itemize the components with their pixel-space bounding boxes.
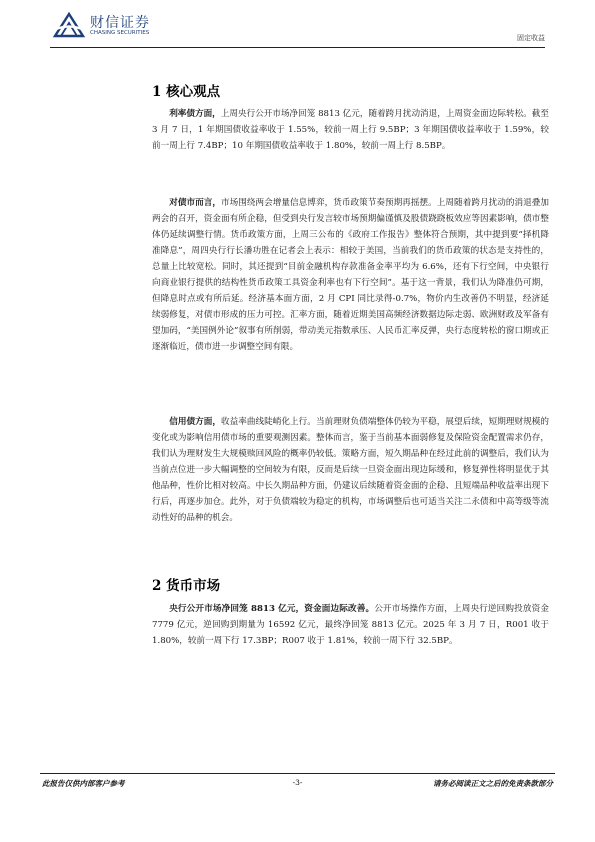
paragraph-bond-market	[152, 195, 549, 355]
report-category: 固定收益	[517, 34, 545, 42]
paragraph-money-market-text: 公开市场操作方面，上周央行逆回购投放资金 7779 亿元，逆回购到期量为 16592 亿元，最终净回笼 8813 亿元。2025 年 3 月 7 日，R001 收于 1.80%，较前一周下行 17.3BP；R007 收于 1.81%，较前一周下行 32.5BP。	[152, 604, 549, 646]
paragraph-rates-text: 上周央行公开市场净回笼 8813 亿元，随着跨月扰动消退，上周资金面边际转松。截至 3 月 7 日，1 年期国债收益率收于 1.55%，较前一周上行 9.5BP；3 年期国债收益率收于 1.59%，较前一周上行 7.4BP；10 年期国债收益率收于 1.80%，较前一周上行 8.5BP。	[152, 109, 549, 151]
logo-en-text: CHASING SECURITIES	[90, 30, 150, 36]
page-number: -3-	[292, 778, 303, 787]
paragraph-credit-text: 收益率曲线陡峭化上行。当前理财负债端整体仍较为平稳，展望后续，短期理财规模的变化或为影响信用债市场的重要观测因素。整体而言，鉴于当前基本面弱修复及保险资金配置需求仍存，我们认为理财发生大规模赎回风险的概率仍较低。策略方面，短久期品种在经过此前的调整后，我们认为当前点位进一步大幅调整的空间较为有限，反而是后续一旦资金面出现边际缓和，修复弹性将明显优于其他品种，性价比相对较高。中长久期品种方面，仍建议后续随着资金面的企稳、且短端品种收益率出现下行后，再逐步加仓。此外，对于负债端较为稳定的机构，市场调整后也可适当关注二永债和中高等级等流动性好的品种的机会。	[152, 417, 549, 523]
company-logo	[52, 10, 182, 42]
logo-mark-icon	[52, 10, 86, 40]
footer-disclaimer-left: 此报告仅供内部客户参考	[42, 779, 125, 788]
section-title-1: 1 核心观点	[152, 84, 221, 100]
paragraph-credit-lead: 信用债方面，	[169, 417, 221, 427]
header-divider	[50, 47, 545, 48]
footer-divider	[40, 773, 555, 774]
section-title-2: 2 货币市场	[152, 578, 221, 594]
paragraph-rates	[152, 106, 549, 154]
paragraph-bond-market-lead: 对债市而言，	[169, 198, 221, 208]
logo-cn-text: 财信证券	[90, 15, 150, 31]
paragraph-credit	[152, 414, 549, 526]
footer-disclaimer-right: 请务必阅读正文之后的免责条款部分	[433, 779, 553, 788]
paragraph-bond-market-text: 市场围绕两会增量信息博弈，货币政策节奏预期再摇摆。上周随着跨月扰动的消退叠加两会的召开，资金面有所企稳，但受到央行发言较市场预期偏谨慎及股债跷跷板效应等因素影响，债市整体仍延续调整行情。货币政策方面，上周三公布的《政府工作报告》整体符合预期，其中提到要“择机降准降息”，周四央行行长潘功胜在记者会上表示：相较于美国，当前我们的货币政策的状态是支持性的，总量上比较宽松。同时，其还提到“目前金融机构存款准备金率平均为 6.6%，还有下行空间，中央银行向商业银行提供的结构性货币政策工具资金利率也有下行空间”。基于这一背景，我们认为降准仍可期，但降息时点或有所后延。经济基本面方面，2 月 CPI 同比录得-0.7%，物价内生改善仍不明显，经济延续弱修复，对债市形成的压力可控。汇率方面，随着近期美国高频经济数据边际走弱、欧洲财政及军备有望加码，“美国例外论”叙事有所削弱，带动美元指数承压、人民币汇率反弹，央行态度转松的窗口期或正逐渐临近，债市进一步调整空间有限。	[152, 198, 549, 352]
paragraph-rates-lead: 利率债方面，	[169, 109, 221, 119]
paragraph-money-market-lead: 央行公开市场净回笼 8813 亿元，资金面边际改善。	[169, 604, 375, 614]
paragraph-money-market	[152, 601, 549, 649]
page-header	[0, 0, 595, 50]
